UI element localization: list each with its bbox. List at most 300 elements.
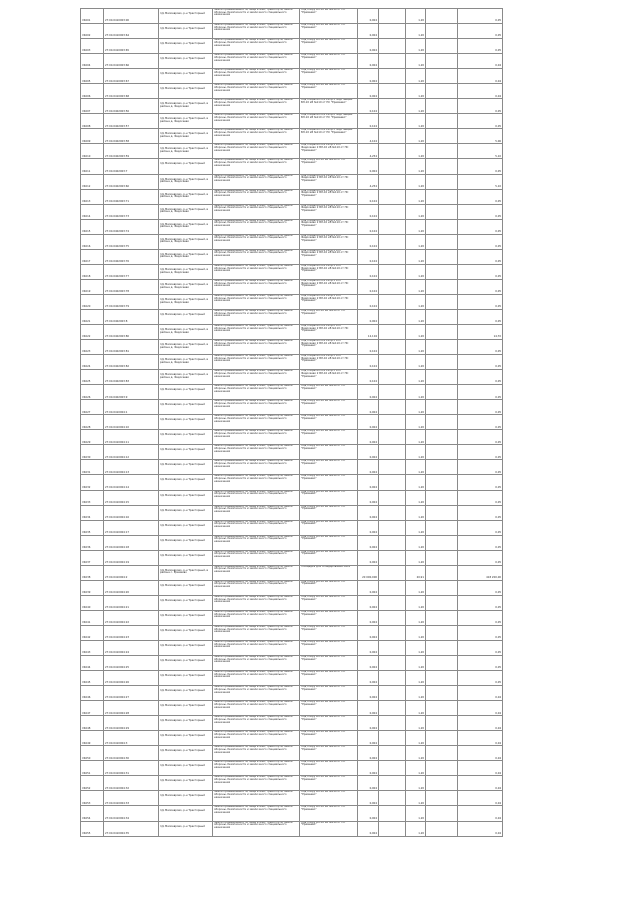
tax-amount-cell: 5,06 (458, 129, 503, 144)
empty-cell (379, 656, 406, 671)
land-category-cell: Земли промышленности, энергетики, транспорта, земли обороны, безопасности и земли иного специального назначения (213, 144, 300, 159)
table-row (81, 385, 503, 400)
coefficient-cell: 1,20 (406, 24, 426, 39)
coefficient-cell: 1,20 (406, 656, 426, 671)
permitted-use-cell: Под опору ВЛ-10 кВ №110 от ПС "Еремеево" (300, 490, 358, 505)
row-number-cell: V4645 (81, 671, 104, 686)
empty-cell (379, 625, 406, 640)
empty-cell (379, 776, 406, 791)
coefficient-cell: 1,20 (406, 475, 426, 490)
land-category-cell: Земли промышленности, энергетики, транспорта, земли обороны, безопасности и земли иного специального назначения (213, 219, 300, 234)
permitted-use-cell: Под опоры ВЛ-0,4 кВ ф.1 КТП Федосеево 2 ВЛ-10 кВ №110 от ПС "Еремеево" (300, 249, 358, 264)
land-category-cell: Земли промышленности, энергетики, транспорта, земли обороны, безопасности и земли иного специального назначения (213, 39, 300, 54)
empty-cell (379, 264, 406, 279)
empty-cell (379, 535, 406, 550)
permitted-use-cell: Под опоры ВЛ-0,4 кВ ф.1 КТП Федосеево 2 ВЛ-10 кВ №110 от ПС "Еремеево" (300, 204, 358, 219)
tax-amount-cell: 0,05 (458, 24, 503, 39)
empty-cell (426, 279, 458, 294)
empty-cell (426, 219, 458, 234)
empty-cell (379, 9, 406, 24)
empty-cell (426, 716, 458, 731)
row-number-cell: V4632 (81, 475, 104, 490)
coefficient-cell: 1,20 (406, 309, 426, 324)
area-cell: 0,104 (358, 99, 379, 114)
coefficient-cell: 1,20 (406, 415, 426, 430)
empty-cell (379, 806, 406, 821)
tax-amount-cell: 0,05 (458, 9, 503, 24)
area-cell: 0,004 (358, 806, 379, 821)
area-cell: 0,004 (358, 400, 379, 415)
cadastral-number-cell: 27:04:0410004:30 (104, 746, 159, 761)
permitted-use-cell: Под опоры ВЛ-0,4 кВ ф.3 КТП Федосеево 2 ВЛ-10 кВ №110 от ПС "Еремеево" (300, 355, 358, 370)
row-number-cell: V4605 (81, 69, 104, 84)
land-category-cell: Земли промышленности, энергетики, транспорта, земли обороны, безопасности и земли иного специального назначения (213, 159, 300, 174)
table-row (81, 490, 503, 505)
empty-cell (379, 610, 406, 625)
empty-cell (426, 355, 458, 370)
empty-cell (426, 535, 458, 550)
coefficient-cell: 1,20 (406, 99, 426, 114)
area-cell: 0,004 (358, 761, 379, 776)
coefficient-cell: 1,20 (406, 279, 426, 294)
cadastral-number-cell: 27:04:0410004:19 (104, 550, 159, 565)
land-category-cell: Земли промышленности, энергетики, транспорта, земли обороны, безопасности и земли иного специального назначения (213, 656, 300, 671)
land-category-cell: Земли промышленности, энергетики, транспорта, земли обороны, безопасности и земли иного специального назначения (213, 430, 300, 445)
empty-cell (379, 400, 406, 415)
row-number-cell: V4642 (81, 625, 104, 640)
tax-amount-cell: 0,05 (458, 294, 503, 309)
cadastral-number-cell: 27:04:0402003:78 (104, 279, 159, 294)
address-cell: п/р Малоеврово, р-н Тракторный (159, 24, 213, 39)
land-category-cell: Земли промышленности, энергетики, транспорта, земли обороны, безопасности и земли иного специального назначения (213, 716, 300, 731)
land-category-cell: Земли промышленности, энергетики, транспорта, земли обороны, безопасности и земли иного специального назначения (213, 9, 300, 24)
land-category-cell: Земли промышленности, энергетики, транспорта, земли обороны, безопасности и земли иного специального назначения (213, 505, 300, 520)
row-number-cell: V4621 (81, 309, 104, 324)
table-row (81, 806, 503, 821)
area-cell: 0,104 (358, 234, 379, 249)
row-number-cell: V4643 (81, 640, 104, 655)
empty-cell (379, 99, 406, 114)
land-category-cell: Земли промышленности, энергетики, транспорта, земли обороны, безопасности и земли иного специального назначения (213, 475, 300, 490)
land-category-cell: Земли промышленности, энергетики, транспорта, земли обороны, безопасности и земли иного специального назначения (213, 69, 300, 84)
tax-amount-cell: 0,05 (458, 114, 503, 129)
table-row (81, 761, 503, 776)
row-number-cell: V4630 (81, 445, 104, 460)
row-number-cell: V4652 (81, 776, 104, 791)
empty-cell (426, 54, 458, 69)
address-cell: п/р Малоеврово, р-н Тракторный, в районе д. Федосеево (159, 279, 213, 294)
area-cell: 0,004 (358, 159, 379, 174)
table-row (81, 671, 503, 686)
empty-cell (379, 490, 406, 505)
empty-cell (426, 656, 458, 671)
permitted-use-cell: Под опору ВЛ-10 кВ №110 от ПС "Еремеево" (300, 520, 358, 535)
permitted-use-cell: Под опоры ВЛ-0,4 кВ ф.1 КТП Федосеево 2 ВЛ-10 кВ №110 от ПС "Еремеево" (300, 264, 358, 279)
address-cell: п/р Малоеврово, р-н Тракторный (159, 671, 213, 686)
coefficient-cell: 1,20 (406, 249, 426, 264)
tax-amount-cell: 0,05 (458, 279, 503, 294)
address-cell: п/р Малоеврово, р-н Тракторный (159, 716, 213, 731)
cadastral-number-cell: 27:04:0410004:15 (104, 490, 159, 505)
empty-cell (426, 264, 458, 279)
tax-amount-cell: 0,05 (458, 415, 503, 430)
cadastral-number-cell: 27:04:0410004:21 (104, 595, 159, 610)
empty-cell (426, 445, 458, 460)
area-cell: 0,004 (358, 84, 379, 99)
empty-cell (426, 580, 458, 595)
land-category-cell: Земли промышленности, энергетики, транспорта, земли обороны, безопасности и земли иного специального назначения (213, 415, 300, 430)
permitted-use-cell: Под опоры ВЛ-0,4 кВ ф.1 КТП Федосеево 2 ВЛ-10 кВ №110 от ПС "Еремеево" (300, 219, 358, 234)
permitted-use-cell: Под опору ВЛ-10 кВ №110 от ПС "Еремеево" (300, 24, 358, 39)
empty-cell (379, 445, 406, 460)
row-number-cell: V4651 (81, 761, 104, 776)
address-cell: п/р Малоеврово, р-н Тракторный, в районе д. Федосеево (159, 340, 213, 355)
tax-amount-cell: 0,05 (458, 640, 503, 655)
table-row (81, 550, 503, 565)
address-cell: п/р Малоеврово, р-н Тракторный (159, 731, 213, 746)
area-cell: 0,104 (358, 264, 379, 279)
land-category-cell: Земли промышленности, энергетики, транспорта, земли обороны, безопасности и земли иного специального назначения (213, 324, 300, 339)
tax-amount-cell: 0,05 (458, 99, 503, 114)
area-cell: 0,104 (358, 204, 379, 219)
table-row (81, 39, 503, 54)
permitted-use-cell: Под опоры ВЛ-0,4 кВ ф.1 подстанции ВЛ-10 кВ №110 от ПС "Еремеево" (300, 99, 358, 114)
tax-amount-cell: 0,05 (458, 445, 503, 460)
coefficient-cell: 1,20 (406, 535, 426, 550)
address-cell: п/р Малоеврово, р-н Тракторный, в районе д. Федосеево (159, 264, 213, 279)
permitted-use-cell: Под опоры ВЛ-0,4 кВ ф.2 подстанции ВЛ-10 кВ №110 от ПС "Еремеево" (300, 114, 358, 129)
address-cell: п/р Малоеврово, р-н Тракторный (159, 39, 213, 54)
land-category-cell: Земли промышленности, энергетики, транспорта, земли обороны, безопасности и земли иного специального назначения (213, 99, 300, 114)
cadastral-number-cell: 27:04:0402003:82 (104, 355, 159, 370)
cadastral-number-cell: 27:04:0410004:20 (104, 580, 159, 595)
tax-amount-cell: 0,05 (458, 159, 503, 174)
area-cell: 0,004 (358, 625, 379, 640)
row-number-cell: V4616 (81, 234, 104, 249)
area-cell: 0,104 (358, 279, 379, 294)
tax-amount-cell: 0,05 (458, 309, 503, 324)
row-number-cell: V4635 (81, 520, 104, 535)
cadastral-number-cell: 27:04:0410004:31 (104, 761, 159, 776)
cadastral-number-cell: 27:04:0402003:79 (104, 294, 159, 309)
tax-amount-cell: 0,05 (458, 520, 503, 535)
land-category-cell: Земли промышленности, энергетики, транспорта, земли обороны, безопасности и земли иного специального назначения (213, 114, 300, 129)
empty-cell (426, 9, 458, 24)
empty-cell (379, 144, 406, 159)
coefficient-cell: 1,20 (406, 400, 426, 415)
permitted-use-cell: Под опоры ВЛ-0,4 кВ ф.1 КТП Федосеево 2 ВЛ-10 кВ №110 от ПС "Еремеево" (300, 279, 358, 294)
empty-cell (426, 24, 458, 39)
empty-cell (379, 550, 406, 565)
address-cell: п/р Малоеврово, р-н Тракторный (159, 821, 213, 836)
empty-cell (379, 701, 406, 716)
address-cell: п/р Малоеврово, р-н Тракторный (159, 445, 213, 460)
area-cell: 0,004 (358, 24, 379, 39)
row-number-cell: V4654 (81, 806, 104, 821)
cadastral-number-cell: 27:04:0410004:23 (104, 625, 159, 640)
empty-cell (379, 565, 406, 580)
empty-cell (379, 219, 406, 234)
land-category-cell: Земли промышленности, энергетики, транспорта, земли обороны, безопасности и земли иного специального назначения (213, 520, 300, 535)
permitted-use-cell: Под опору ВЛ-10 кВ №110 от ПС "Еремеево" (300, 430, 358, 445)
empty-cell (379, 84, 406, 99)
address-cell: п/р Малоеврово, р-н Тракторный, в районе д. Федосеево (159, 204, 213, 219)
address-cell: п/р Малоеврово, р-н Тракторный (159, 430, 213, 445)
empty-cell (379, 234, 406, 249)
cadastral-number-cell: 27:04:0410004:25 (104, 656, 159, 671)
permitted-use-cell: Под опору ВЛ-10 кВ №110 от ПС "Еремеево" (300, 415, 358, 430)
cadastral-number-cell: 27:04:0402003:74 (104, 219, 159, 234)
coefficient-cell: 1,20 (406, 294, 426, 309)
row-number-cell: V4610 (81, 144, 104, 159)
permitted-use-cell: Под опору ВЛ-10 кВ №110 от ПС "Еремеево" (300, 69, 358, 84)
address-cell: п/р Малоеврово, р-н Тракторный (159, 701, 213, 716)
address-cell: п/р Малоеврово, р-н Тракторный (159, 535, 213, 550)
area-cell: 4,254 (358, 144, 379, 159)
permitted-use-cell: Под опору ВЛ-10 кВ №110 от ПС "Еремеево" (300, 445, 358, 460)
area-cell: 0,004 (358, 54, 379, 69)
tax-amount-cell: 0,04 (458, 776, 503, 791)
permitted-use-cell: Под опоры ВЛ-0,4 кВ ф.3 КТП Федосеево 2 ВЛ-10 кВ №110 от ПС "Еремеево" (300, 370, 358, 385)
table-row (81, 249, 503, 264)
area-cell: 0,104 (358, 355, 379, 370)
cadastral-number-cell: 27:04:0402003:9 (104, 385, 159, 400)
table-row (81, 520, 503, 535)
land-category-cell: Земли промышленности, энергетики, транспорта, земли обороны, безопасности и земли иного специального назначения (213, 445, 300, 460)
row-number-cell: V4655 (81, 821, 104, 836)
coefficient-cell: 1,20 (406, 460, 426, 475)
table-row (81, 309, 503, 324)
land-tax-table-page (80, 8, 502, 837)
coefficient-cell: 1,20 (406, 385, 426, 400)
cadastral-number-cell: 27:04:0402003:58 (104, 129, 159, 144)
cadastral-number-cell: 27:04:0410004:24 (104, 640, 159, 655)
tax-amount-cell: 0,04 (458, 701, 503, 716)
empty-cell (426, 39, 458, 54)
empty-cell (426, 610, 458, 625)
tax-amount-cell: 0,05 (458, 370, 503, 385)
table-row (81, 144, 503, 159)
tax-amount-cell: 0,05 (458, 39, 503, 54)
coefficient-cell: 1,20 (406, 129, 426, 144)
coefficient-cell: 1,20 (406, 701, 426, 716)
address-cell: п/р Малоеврово, р-н Тракторный (159, 625, 213, 640)
row-number-cell: V4620 (81, 294, 104, 309)
tax-amount-cell: 0,05 (458, 671, 503, 686)
permitted-use-cell: Площадка для складирования леса (300, 565, 358, 580)
coefficient-cell: 1,20 (406, 671, 426, 686)
empty-cell (426, 625, 458, 640)
permitted-use-cell: Под опору ВЛ-10 кВ №110 от ПС "Еремеево" (300, 716, 358, 731)
cadastral-number-cell: 27:04:0402003:83 (104, 370, 159, 385)
tax-amount-cell: 0,05 (458, 340, 503, 355)
land-category-cell: Земли промышленности, энергетики, транспорта, земли обороны, безопасности и земли иного специального назначения (213, 264, 300, 279)
empty-cell (379, 355, 406, 370)
area-cell: 0,004 (358, 9, 379, 24)
address-cell: п/р Малоеврово, р-н Тракторный, в районе с. Еремеево (159, 565, 213, 580)
row-number-cell: V4619 (81, 279, 104, 294)
empty-cell (426, 415, 458, 430)
tax-amount-cell: 0,05 (458, 219, 503, 234)
coefficient-cell: 1,20 (406, 580, 426, 595)
table-row (81, 9, 503, 24)
cadastral-number-cell: 27:04:0410004:22 (104, 610, 159, 625)
empty-cell (426, 731, 458, 746)
area-cell: 0,004 (358, 746, 379, 761)
address-cell: п/р Малоеврово, р-н Тракторный (159, 580, 213, 595)
table-row (81, 159, 503, 174)
address-cell: п/р Малоеврово, р-н Тракторный, в районе д. Федосеево (159, 189, 213, 204)
land-category-cell: Земли промышленности, энергетики, транспорта, земли обороны, безопасности и земли иного специального назначения (213, 625, 300, 640)
empty-cell (426, 761, 458, 776)
empty-cell (426, 821, 458, 836)
address-cell: п/р Малоеврово, р-н Тракторный (159, 746, 213, 761)
coefficient-cell: 1,20 (406, 821, 426, 836)
address-cell: п/р Малоеврово, р-н Тракторный, в районе д. Федосеево (159, 355, 213, 370)
address-cell: п/р Малоеврово, р-н Тракторный, в районе д. Федосеево (159, 219, 213, 234)
row-number-cell: V4637 (81, 550, 104, 565)
permitted-use-cell: Под опору ВЛ-10 кВ №110 от ПС "Еремеево" (300, 610, 358, 625)
row-number-cell: V4631 (81, 460, 104, 475)
area-cell: 4,104 (358, 129, 379, 144)
tax-amount-cell: 0,05 (458, 430, 503, 445)
land-category-cell: Земли промышленности, энергетики, транспорта, земли обороны, безопасности и земли иного специального назначения (213, 671, 300, 686)
empty-cell (379, 580, 406, 595)
area-cell: 0,004 (358, 69, 379, 84)
coefficient-cell: 1,20 (406, 355, 426, 370)
table-row (81, 701, 503, 716)
land-category-cell: Земли промышленности, энергетики, транспорта, земли обороны, безопасности и земли иного специального назначения (213, 746, 300, 761)
empty-cell (426, 806, 458, 821)
empty-cell (379, 204, 406, 219)
tax-amount-cell: 0,04 (458, 686, 503, 701)
cadastral-number-cell: 27:04:0410004:28 (104, 701, 159, 716)
table-row (81, 174, 503, 189)
land-category-cell: Земли промышленности, энергетики, транспорта, земли обороны, безопасности и земли иного специального назначения (213, 234, 300, 249)
table-row (81, 204, 503, 219)
address-cell: п/р Малоеврово, р-н Тракторный (159, 54, 213, 69)
area-cell: 0,004 (358, 415, 379, 430)
land-category-cell: Земли промышленности, энергетики, транспорта, земли обороны, безопасности и земли иного специального назначения (213, 806, 300, 821)
row-number-cell: V4634 (81, 505, 104, 520)
table-row (81, 189, 503, 204)
cadastral-number-cell: 27:04:0402003:7 (104, 159, 159, 174)
cadastral-number-cell: 27:04:0410004:1 (104, 400, 159, 415)
row-number-cell: V4641 (81, 610, 104, 625)
area-cell: 0,004 (358, 385, 379, 400)
coefficient-cell: 1,20 (406, 84, 426, 99)
area-cell: 0,004 (358, 640, 379, 655)
permitted-use-cell: Под опору ВЛ-10 кВ №110 от ПС "Еремеево" (300, 505, 358, 520)
permitted-use-cell: Под опоры ВЛ-0,4 кВ ф.1 КТП Федосеево 2 ВЛ-10 кВ №110 от ПС "Еремеево" (300, 234, 358, 249)
coefficient-cell: 1,20 (406, 264, 426, 279)
tax-amount-cell: 0,05 (458, 610, 503, 625)
tax-amount-cell: 0,05 (458, 249, 503, 264)
land-category-cell: Земли промышленности, энергетики, транспорта, земли обороны, безопасности и земли иного специального назначения (213, 791, 300, 806)
permitted-use-cell: Под опоры ВЛ-0,4 кВ ф.1 КТП Федосеево 2 ВЛ-10 кВ №110 от ПС "Еремеево" (300, 294, 358, 309)
table-row (81, 415, 503, 430)
row-number-cell: V4617 (81, 249, 104, 264)
row-number-cell: V4611 (81, 159, 104, 174)
empty-cell (379, 671, 406, 686)
land-category-cell: Земли промышленности, энергетики, транспорта, земли обороны, безопасности и земли иного специального назначения (213, 550, 300, 565)
row-number-cell: V4628 (81, 415, 104, 430)
table-row (81, 279, 503, 294)
area-cell: 0,104 (358, 370, 379, 385)
empty-cell (379, 686, 406, 701)
address-cell: п/р Малоеврово, р-н Тракторный (159, 9, 213, 24)
permitted-use-cell: Под опору ВЛ-10 кВ №110 от ПС "Еремеево" (300, 701, 358, 716)
table-row (81, 686, 503, 701)
coefficient-cell: 1,20 (406, 550, 426, 565)
table-row (81, 445, 503, 460)
row-number-cell: V4618 (81, 264, 104, 279)
table-row (81, 430, 503, 445)
empty-cell (379, 129, 406, 144)
table-row (81, 475, 503, 490)
coefficient-cell: 1,20 (406, 54, 426, 69)
cadastral-number-cell: 27:04:0410004:14 (104, 475, 159, 490)
empty-cell (426, 189, 458, 204)
coefficient-cell: 1,20 (406, 340, 426, 355)
empty-cell (426, 69, 458, 84)
address-cell: п/р Малоеврово, р-н Тракторный (159, 159, 213, 174)
area-cell: 0,104 (358, 340, 379, 355)
tax-amount-cell: 5,10 (458, 144, 503, 159)
cadastral-number-cell: 27:04:0402003:59 (104, 144, 159, 159)
table-row (81, 535, 503, 550)
tax-amount-cell: 0,05 (458, 505, 503, 520)
row-number-cell: V4627 (81, 400, 104, 415)
coefficient-cell: 1,20 (406, 746, 426, 761)
area-cell: 0,004 (358, 309, 379, 324)
area-cell: 0,004 (358, 39, 379, 54)
row-number-cell: V4653 (81, 791, 104, 806)
cadastral-number-cell: 27:04:0410004:29 (104, 716, 159, 731)
empty-cell (426, 640, 458, 655)
area-cell: 20 000,000 (358, 565, 379, 580)
permitted-use-cell: Под опору ВЛ-10 кВ №110 от ПС "Еремеево" (300, 580, 358, 595)
tax-amount-cell: 0,05 (458, 189, 503, 204)
empty-cell (379, 309, 406, 324)
area-cell: 0,004 (358, 595, 379, 610)
cadastral-number-cell: 27:04:0410004:10 (104, 415, 159, 430)
table-row (81, 610, 503, 625)
area-cell: 0,004 (358, 430, 379, 445)
coefficient-cell: 1,20 (406, 761, 426, 776)
tax-amount-cell: 0,05 (458, 535, 503, 550)
coefficient-cell: 1,20 (406, 39, 426, 54)
empty-cell (426, 791, 458, 806)
coefficient-cell: 1,20 (406, 505, 426, 520)
cadastral-number-cell: 27:04:0402003:80 (104, 324, 159, 339)
empty-cell (379, 159, 406, 174)
permitted-use-cell: Под опору ВЛ-10 кВ №110 от ПС "Еремеево" (300, 400, 358, 415)
area-cell: 0,004 (358, 490, 379, 505)
empty-cell (426, 520, 458, 535)
cadastral-number-cell: 27:04:0402003:71 (104, 189, 159, 204)
permitted-use-cell: Под опору ВЛ-10 кВ №110 от ПС "Еремеево" (300, 475, 358, 490)
cadastral-number-cell: 27:04:0410004:18 (104, 535, 159, 550)
address-cell: п/р Малоеврово, р-н Тракторный (159, 415, 213, 430)
area-cell: 0,004 (358, 686, 379, 701)
address-cell: п/р Малоеврово, р-н Тракторный (159, 309, 213, 324)
row-number-cell: V4633 (81, 490, 104, 505)
area-cell: 0,004 (358, 475, 379, 490)
row-number-cell: V4649 (81, 731, 104, 746)
area-cell: 0,004 (358, 656, 379, 671)
tax-amount-cell: 0,04 (458, 54, 503, 69)
